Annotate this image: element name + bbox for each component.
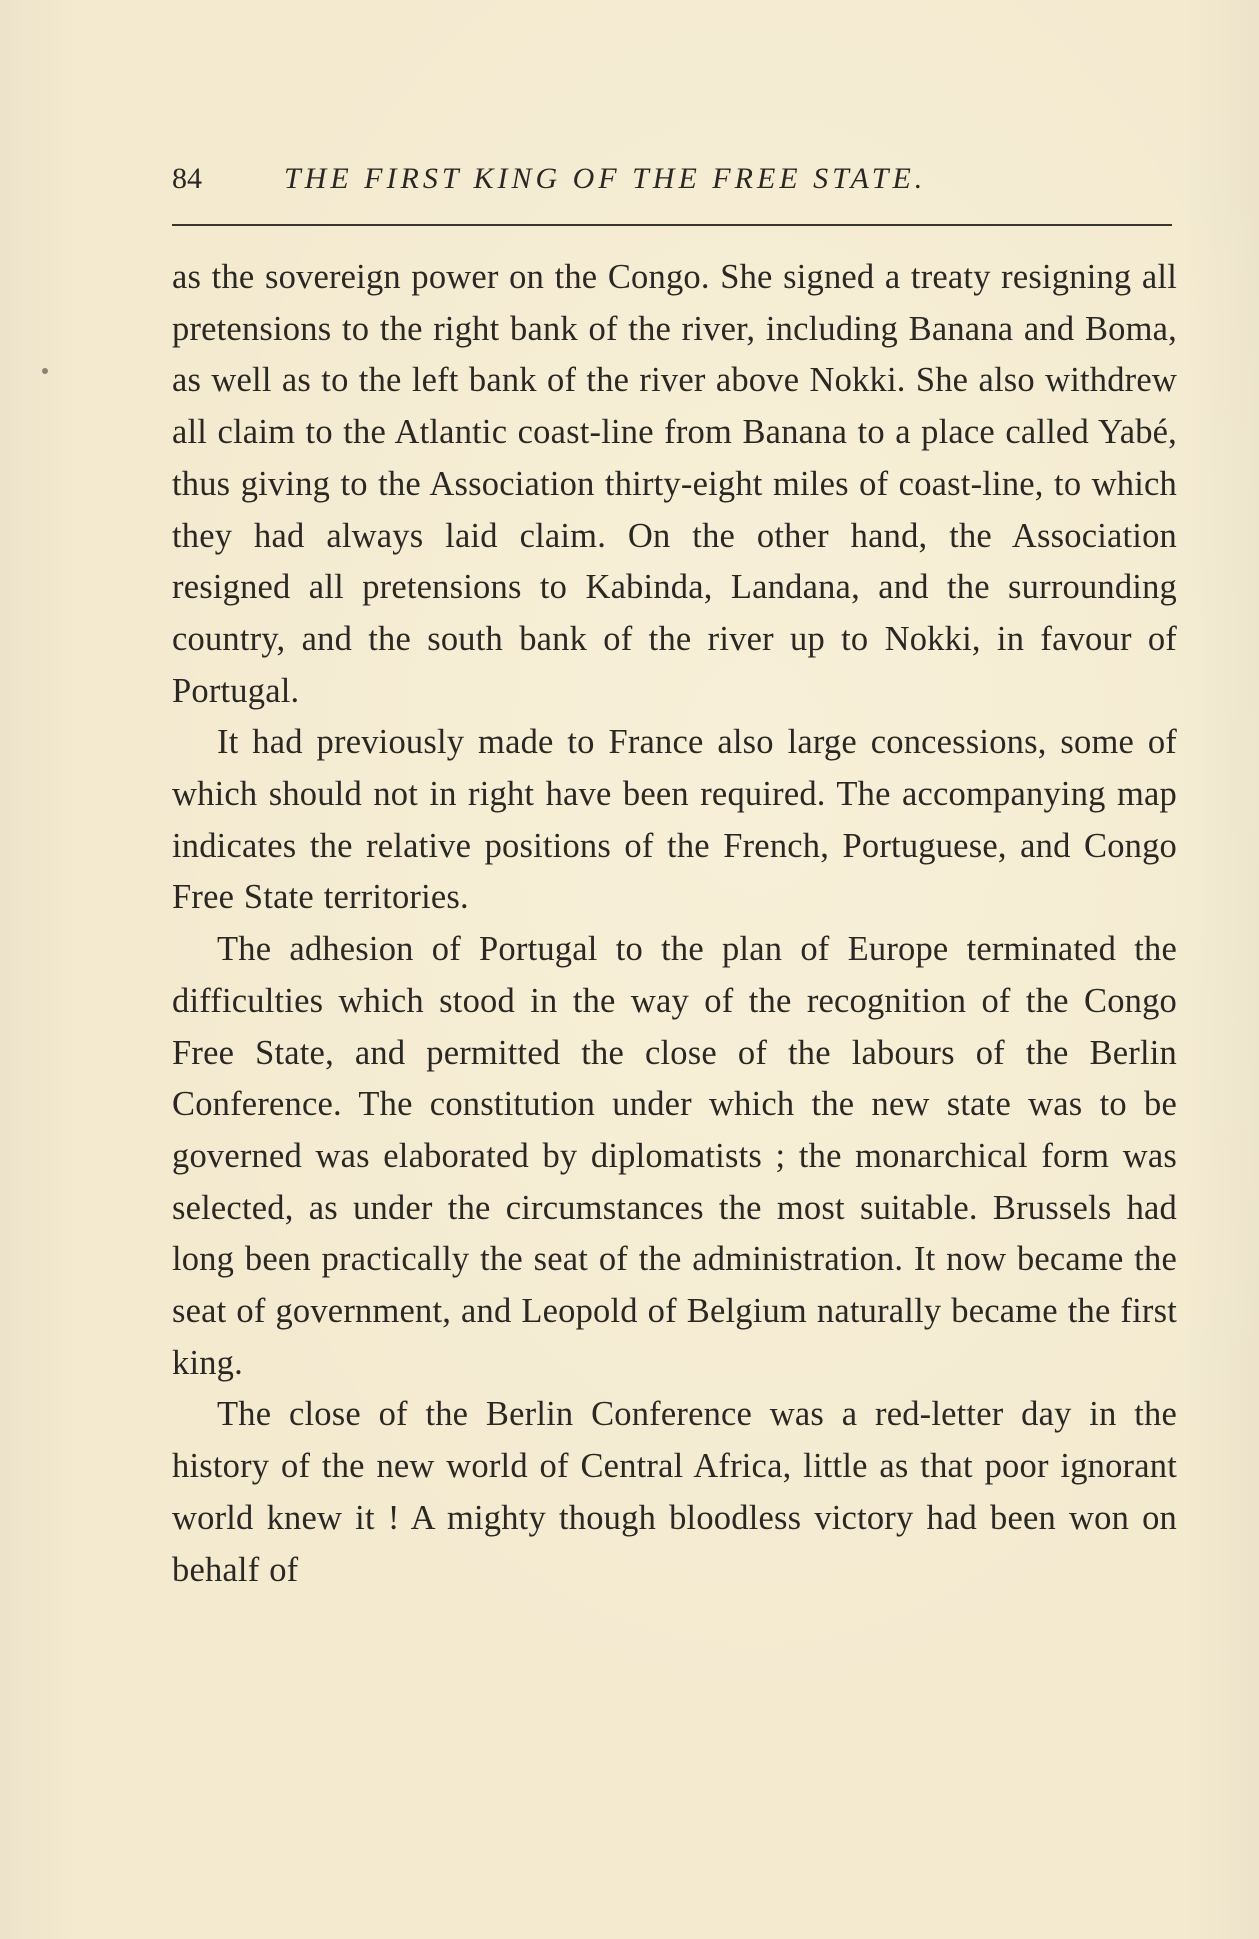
running-title: THE FIRST KING OF THE FREE STATE. xyxy=(284,162,927,195)
paragraph-4: The close of the Berlin Conference was a red-letter day in the history of the new world of Central Africa, little as that poor ignorant world knew it ! A mighty though bloodless victory had been won on behalf of xyxy=(172,1395,1177,1589)
paragraph-2: It had previously made to France also large concessions, some of which should not in right have been required. The accompanying map indicates the relative positions of the French, Portuguese, and Congo Free State territories. xyxy=(172,723,1177,917)
ink-smudge xyxy=(42,368,48,374)
paragraph-1: as the sovereign power on the Congo. She signed a treaty resigning all pretensions to the right bank of the river, including Banana and Boma, as well as to the left bank of the river above Nokki. She also withdrew all claim to the Atlantic coast-line from Banana to a place called Yabé, thus giving to the Association thirty-eight miles of coast-line, to which they had always laid claim. On the other hand, the Association resigned all pretensions to Kabinda, Landana, and the surrounding country, and the south bank of the river up to Nokki, in favour of Portugal. xyxy=(172,258,1177,710)
page-number: 84 xyxy=(172,162,202,195)
header-rule xyxy=(172,224,1172,226)
body-text xyxy=(172,252,1177,1596)
running-head xyxy=(172,156,1172,206)
paragraph-3: The adhesion of Portugal to the plan of Europe terminated the difficulties which stood in the way of the recognition of the Congo Free State, and permitted the close of the labours of the Berlin Conference. The constitution under which the new state was to be governed was elaborated by diplomatists ; the monarchical form was selected, as under the circumstances the most suitable. Brussels had long been practically the seat of the administration. It now became the seat of government, and Leopold of Belgium naturally became the first king. xyxy=(172,930,1177,1382)
